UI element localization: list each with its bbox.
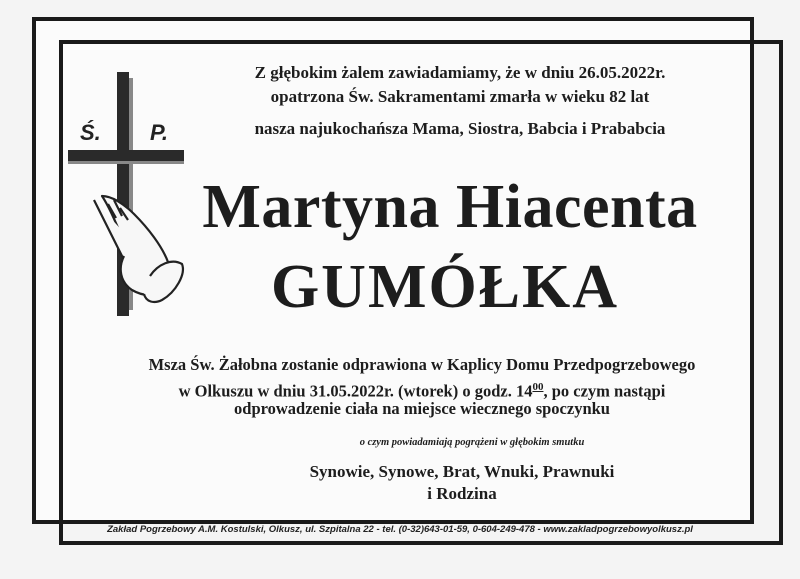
mass-line-1: Msza Św. Żałobna zostanie odprawiona w Kaplicy Domu Przedpogrzebowego: [148, 355, 696, 374]
deceased-first-names: Martyna Hiacenta: [202, 173, 698, 241]
deceased-surname: GUMÓŁKA: [270, 253, 620, 321]
mourners-line-2: i Rodzina: [427, 484, 497, 503]
mass-line-2-text: w Olkuszu w dniu 31.05.2022r. (wtorek) o godz. 14: [178, 381, 533, 401]
mass-time-minutes: 00: [532, 381, 544, 393]
sp-right-letter: P.: [150, 120, 168, 145]
mass-line-2-tail: , po czym nastąpi: [543, 381, 666, 401]
mourners-line-1: Synowie, Synowe, Brat, Wnuki, Prawnuki: [309, 462, 615, 481]
relations-line: nasza najukochańsza Mama, Siostra, Babcia i Prababcia: [254, 119, 666, 138]
sp-left-letter: Ś.: [80, 120, 101, 145]
mourners-notice: o czym powiadamiają pogrążeni w głębokim smutku: [359, 437, 585, 448]
mass-line-3: odprowadzenie ciała na miejsce wiecznego spoczynku: [234, 399, 610, 418]
funeral-home-footer: Zakład Pogrzebowy A.M. Kostulski, Olkusz, ul. Szpitalna 22 - tel. (0-32)643-01-59, 0-604-249-478 - www.zakladpogrzebowyolkusz.pl: [107, 524, 693, 535]
intro-line-1: Z głębokim żalem zawiadamiamy, że w dniu 26.05.2022r.: [254, 63, 666, 82]
intro-line-2: opatrzona Św. Sakramentami zmarła w wieku 82 lat: [270, 87, 650, 106]
